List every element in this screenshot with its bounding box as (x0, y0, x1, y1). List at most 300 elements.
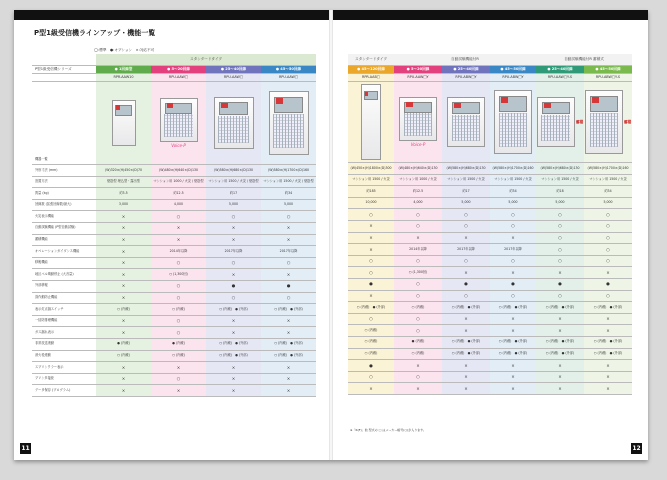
spec-cell: ○ (442, 209, 490, 221)
model-name: RPU-ABW□Y-S (584, 74, 632, 82)
image-row-label: 機器一覧 (32, 82, 96, 165)
spec-row-label: 地区ベル鳴動停止 (大音量) (32, 269, 96, 281)
product-image-cell (261, 82, 316, 165)
spec-cell: ○ (内蔵) ● (外部) (584, 336, 632, 348)
spec-row (348, 278, 632, 290)
spec-row (348, 197, 632, 209)
receiver-panel-image (269, 91, 309, 155)
spec-row (348, 209, 632, 221)
spec-cell: ○ (536, 220, 584, 232)
spec-cell: 2017年以降 (490, 244, 536, 256)
spec-cell: ○ (内蔵) ● (外部) (261, 304, 316, 316)
spec-cell: ● (348, 278, 394, 290)
product-image-cell (394, 82, 442, 163)
spec-row-label: 外形寸法 (mm) (32, 165, 96, 177)
spec-cell: × (584, 360, 632, 372)
footnote: ※「R(F)」他 型式の □ はメーカー略号(○)が入ります。 (350, 428, 427, 432)
spec-cell: 約3.5 (96, 188, 151, 200)
spec-cell: ○ (151, 280, 206, 292)
catalog-spread (14, 10, 648, 460)
model-name: RPR-AAW10 (96, 74, 151, 82)
spec-cell: × (536, 360, 584, 372)
spec-cell: ○ (394, 313, 442, 325)
spec-row (348, 302, 632, 314)
spec-cell: ○ (442, 290, 490, 302)
product-image-cell (442, 82, 490, 163)
product-image-cell (490, 82, 536, 163)
spec-cell: 5,000 (206, 199, 261, 211)
spec-cell: × (206, 234, 261, 246)
spec-cell: × (151, 385, 206, 397)
spec-cell: ○ (内蔵) ● (外部) (490, 348, 536, 360)
product-image-cell (96, 82, 151, 165)
spec-cell: 約34 (490, 186, 536, 198)
spec-cell: ○ (394, 278, 442, 290)
spec-cell: 約18 (536, 186, 584, 198)
spec-row-label: 一括防排煙機能 (32, 315, 96, 327)
spec-cell: × (206, 373, 261, 385)
spec-cell: × (442, 383, 490, 395)
spec-cell: × (96, 211, 151, 223)
spec-cell: × (206, 327, 261, 339)
spec-cell: × (96, 222, 151, 234)
model-label-blank (32, 74, 96, 82)
accumulate-badge: 蓄積 (575, 120, 584, 124)
spec-cell: 2014年以降 (394, 244, 442, 256)
page-number-right: 12 (632, 445, 641, 452)
spec-cell: ○ (261, 292, 316, 304)
spec-cell: 5,000 (536, 197, 584, 209)
spec-row-label: スプリンクラー表示 (32, 362, 96, 374)
spec-cell: × (96, 257, 151, 269)
spec-row (32, 362, 316, 374)
receiver-panel-image (399, 97, 437, 141)
spec-cell: ○ (内蔵) (151, 350, 206, 362)
model-name: RPU-AAW□Y-S (536, 74, 584, 82)
spec-cell: ○ (内蔵) ● (外部) (536, 348, 584, 360)
spec-row (348, 220, 632, 232)
spec-cell: 5,000 (584, 197, 632, 209)
spec-cell: ● (内蔵) (151, 338, 206, 350)
spec-cell: ○ (442, 220, 490, 232)
spec-cell: ○ (内蔵) (96, 350, 151, 362)
spec-cell: ○ (内蔵) (394, 302, 442, 314)
spec-row-label: 消火栓連動 (32, 350, 96, 362)
page-gutter (329, 10, 333, 460)
spec-cell: × (96, 234, 151, 246)
level-badge: ● 45～50回線 (261, 66, 316, 74)
page-title: P型1級受信機ラインアップ・機能一覧 (34, 29, 156, 37)
spec-cell: (W)480×(H)640×(D)130 (394, 163, 442, 175)
spec-cell: ○ (394, 325, 442, 337)
level-badge: ● 5～20回線 (394, 66, 442, 74)
spec-cell: × (536, 313, 584, 325)
model-name: RPU-ABW□Y (490, 74, 536, 82)
spec-cell: × (536, 267, 584, 279)
spec-cell: ○ (584, 244, 632, 256)
spec-cell: ○ (584, 209, 632, 221)
spec-cell: × (536, 371, 584, 383)
spec-row (32, 315, 316, 327)
spec-cell: × (96, 373, 151, 385)
spec-cell: ○ (内蔵) ● (外部) (536, 302, 584, 314)
spec-cell: ○ (151, 292, 206, 304)
spec-cell: 2014年以降 (151, 246, 206, 258)
spec-cell: ○ (261, 257, 316, 269)
spec-cell: 5,000 (490, 197, 536, 209)
level-badge: ● 1回線型 (96, 66, 151, 74)
spec-row (32, 234, 316, 246)
symbol-legend: ◯:標準 ●:オプション ×:対応不可 (94, 48, 155, 52)
product-image-cell (348, 82, 394, 163)
spec-cell: × (206, 269, 261, 281)
spec-row-label: 火災表示機能 (32, 211, 96, 223)
voice-p-logo: Voice-P (410, 142, 426, 148)
spec-cell: × (490, 267, 536, 279)
receiver-cabinet-image (361, 84, 381, 160)
spec-cell: × (96, 362, 151, 374)
spec-row (348, 348, 632, 360)
group-header-blank (32, 54, 96, 66)
spec-cell: × (206, 222, 261, 234)
spec-cell: × (584, 383, 632, 395)
spec-cell: 2017年以降 (206, 246, 261, 258)
spec-cell: ○ (151, 373, 206, 385)
spec-cell: × (206, 315, 261, 327)
spec-cell: (W)580×(H)680×(D)130 (536, 163, 584, 175)
spec-row (348, 290, 632, 302)
spec-cell: ○ (内蔵) ● (外部) (261, 338, 316, 350)
spec-cell: マンション用 1500 / 火災 (490, 174, 536, 186)
model-name: RPU-AAW□ (261, 74, 316, 82)
spec-cell: (W)320×(H)450×(D)70 (96, 165, 151, 177)
spec-cell: 3,000 (96, 199, 151, 211)
spec-cell: × (442, 325, 490, 337)
model-name: RPU-AAW□Y (394, 74, 442, 82)
spec-cell: 約12.5 (151, 188, 206, 200)
level-badge: ● 25～40回線 (206, 66, 261, 74)
model-name: RPU-AAW□ (151, 74, 206, 82)
spec-cell: ○ (394, 371, 442, 383)
spec-cell: ○ (内蔵) (96, 304, 151, 316)
spec-cell: × (536, 383, 584, 395)
spec-cell: ● (490, 278, 536, 290)
spec-cell: 約34 (584, 186, 632, 198)
spec-cell: ○ (394, 220, 442, 232)
spec-cell: ○ (内蔵) ● (外部) (490, 302, 536, 314)
spec-cell: × (151, 222, 206, 234)
spec-cell: × (584, 371, 632, 383)
model-name: RPR-AAB□ (348, 74, 394, 82)
spec-cell: × (206, 385, 261, 397)
spec-cell: 約185 (348, 186, 394, 198)
product-image-cell (536, 82, 584, 163)
receiver-panel-image (112, 100, 136, 146)
spec-cell: ○ (内蔵) ● (外部) (584, 348, 632, 360)
spec-cell: × (442, 371, 490, 383)
spec-row-label: 設置方法 (32, 176, 96, 188)
spec-cell: × (536, 325, 584, 337)
spec-cell: ○ (内蔵) ● (外部) (206, 338, 261, 350)
spec-cell: × (442, 232, 490, 244)
spec-row (32, 385, 316, 397)
spec-row-label: 移報機能 (32, 257, 96, 269)
spec-cell: × (442, 267, 490, 279)
series-label: P型1級受信機シリーズ (32, 66, 96, 74)
spec-cell: ● (内蔵) (394, 336, 442, 348)
spec-row (32, 350, 316, 362)
spec-cell: × (490, 383, 536, 395)
spec-cell: × (584, 267, 632, 279)
spec-row (32, 188, 316, 200)
spec-row-label: データ保存 (プログラム) (32, 385, 96, 397)
spec-cell: ○ (584, 232, 632, 244)
spec-cell: マンション用 1500 / 火災 (348, 174, 394, 186)
spec-cell: × (442, 360, 490, 372)
spec-cell: × (261, 373, 316, 385)
spec-cell: ○ (内蔵) ● (外部) (206, 350, 261, 362)
spec-cell: × (96, 315, 151, 327)
model-name: RPU-ABW□Y (442, 74, 490, 82)
spec-row (348, 371, 632, 383)
spec-cell: ○ (内蔵) ● (外部) (206, 304, 261, 316)
voice-p-logo: Voice-P (171, 143, 186, 149)
spec-row (348, 383, 632, 395)
spec-cell: 5,000 (261, 199, 316, 211)
receiver-panel-image (494, 90, 532, 154)
spec-cell: × (261, 327, 316, 339)
spec-cell: × (490, 232, 536, 244)
spec-cell: × (348, 244, 394, 256)
spec-cell: ○ (内蔵) ● (外部) (348, 302, 394, 314)
spec-cell: × (261, 234, 316, 246)
spec-row (32, 304, 316, 316)
spec-cell: × (206, 362, 261, 374)
spec-cell: マンション用 1500 / 火災 (442, 174, 490, 186)
spec-cell: ● (261, 280, 316, 292)
spec-row (32, 257, 316, 269)
spec-cell: ○ (151, 315, 206, 327)
spec-cell: × (261, 269, 316, 281)
receiver-panel-image (537, 97, 575, 147)
spec-cell: ○ (348, 209, 394, 221)
spec-row (32, 211, 316, 223)
spec-cell: × (394, 383, 442, 395)
spec-cell: ○ (348, 371, 394, 383)
spec-cell: 約17 (442, 186, 490, 198)
spec-cell: × (151, 234, 206, 246)
spec-row-label: ガス漏れ表示 (32, 327, 96, 339)
spec-row (348, 313, 632, 325)
spec-cell: (W)480×(H)640×(D)130 (151, 165, 206, 177)
right-lineup-table (348, 54, 632, 395)
level-badge: ● 45～50回線 (584, 66, 632, 74)
spec-cell: ○ (内蔵) (394, 348, 442, 360)
spec-row (348, 232, 632, 244)
spec-row (32, 292, 316, 304)
spec-row (348, 174, 632, 186)
spec-cell: ○ (206, 211, 261, 223)
spec-cell: ○ (442, 255, 490, 267)
spec-cell: × (348, 220, 394, 232)
spec-cell: ○ (536, 232, 584, 244)
spec-row-label: 自動試験機能 (P型自動試験) (32, 222, 96, 234)
spec-cell: × (584, 313, 632, 325)
spec-row-label: 質量 (kg) (32, 188, 96, 200)
spec-cell: × (442, 313, 490, 325)
spec-cell: マンション用 1500 / 火災 (536, 174, 584, 186)
spec-cell: ○ (490, 255, 536, 267)
spec-cell: × (394, 360, 442, 372)
spec-row (32, 222, 316, 234)
spec-cell: ○ (348, 267, 394, 279)
spec-row (348, 267, 632, 279)
spec-cell: × (96, 327, 151, 339)
spec-cell: × (490, 313, 536, 325)
spec-cell: 4,000 (394, 197, 442, 209)
spec-row (32, 165, 316, 177)
spec-cell: × (490, 371, 536, 383)
spec-cell: ○ (206, 257, 261, 269)
spec-cell: ○ (内蔵) ● (外部) (442, 348, 490, 360)
spec-cell: 5,000 (442, 197, 490, 209)
spec-row-label: オペレーションガイダンス機能 (32, 246, 96, 258)
spec-cell: ● (348, 360, 394, 372)
spec-row (348, 360, 632, 372)
spec-cell: ○ (内蔵) ● (外部) (442, 302, 490, 314)
spec-cell: ● (206, 280, 261, 292)
spec-cell: ○ (490, 209, 536, 221)
spec-row (32, 338, 316, 350)
spec-cell: ○ (206, 292, 261, 304)
spec-row (348, 163, 632, 175)
receiver-panel-image (447, 97, 485, 147)
spec-cell: × (96, 246, 151, 258)
spec-row (348, 186, 632, 198)
left-top-bar (14, 10, 329, 20)
level-badge: ● 45～120回線 (348, 66, 394, 74)
spec-cell: × (261, 315, 316, 327)
spec-cell: × (96, 385, 151, 397)
receiver-panel-image (585, 90, 623, 154)
spec-cell: (W)580×(H)1700×(D)160 (584, 163, 632, 175)
spec-cell: ○ (536, 255, 584, 267)
model-name: RPU-AAW□ (206, 74, 261, 82)
spec-row (32, 280, 316, 292)
spec-cell: ● (584, 278, 632, 290)
receiver-panel-image (214, 97, 254, 149)
spec-cell: 壁掛型 埋込型・露出型 (96, 176, 151, 188)
spec-row (32, 327, 316, 339)
right-top-bar (333, 10, 648, 20)
spec-cell: ○ (536, 209, 584, 221)
spec-cell: ○ (348, 255, 394, 267)
spec-cell: 2017年以降 (442, 244, 490, 256)
spec-cell: 2017年以降 (261, 246, 316, 258)
receiver-panel-image (160, 98, 198, 142)
spec-row (32, 373, 316, 385)
spec-cell: × (490, 360, 536, 372)
spec-cell: ○ (394, 290, 442, 302)
spec-cell: ○ (584, 290, 632, 302)
spec-row (348, 336, 632, 348)
spec-row-label: 誤作動防止機能 (32, 292, 96, 304)
spec-cell: マンション用 1000 / 火災 / 壁掛型 (151, 176, 206, 188)
spec-row (348, 255, 632, 267)
spec-cell: × (348, 232, 394, 244)
spec-cell: ○ (内蔵) (348, 348, 394, 360)
spec-row-label: 表示灯点滅スイッチ (32, 304, 96, 316)
spec-cell: ● (内蔵) (96, 338, 151, 350)
spec-cell: ○ (536, 244, 584, 256)
product-image-cell (206, 82, 261, 165)
spec-cell: ○ (内蔵) ● (外部) (442, 336, 490, 348)
spec-cell: ○ (内蔵) ● (外部) (584, 302, 632, 314)
spec-row (32, 199, 316, 211)
spec-cell: マンション用 1000 / 火災 (394, 174, 442, 186)
spec-cell: マンション用 1500 / 火災 / 壁掛型 (261, 176, 316, 188)
level-badge: ● 25～40回線 (442, 66, 490, 74)
spec-cell: ○ (536, 290, 584, 302)
spec-cell: ○ (490, 220, 536, 232)
spec-cell: ○ (1,300回) (151, 269, 206, 281)
spec-row-label: 外部移報 (32, 280, 96, 292)
group-header-standard: スタンダードタイプ (348, 54, 394, 66)
spec-cell: ○ (内蔵) (348, 336, 394, 348)
accumulate-badge: 蓄積 (623, 120, 632, 124)
spec-cell: ○ (内蔵) ● (外部) (490, 336, 536, 348)
level-badge: ● 25～40回線 (536, 66, 584, 74)
spec-cell: (W)580×(H)680×(D)130 (442, 163, 490, 175)
spec-cell: 約17 (206, 188, 261, 200)
spec-cell: × (151, 362, 206, 374)
spec-cell: 約12.5 (394, 186, 442, 198)
spec-cell: ○ (584, 220, 632, 232)
spec-cell: × (96, 280, 151, 292)
level-badge: ● 5～20回線 (151, 66, 206, 74)
spec-cell: ○ (151, 257, 206, 269)
spec-cell: ● (536, 278, 584, 290)
spec-cell: ○ (348, 313, 394, 325)
spec-cell: マンション用 1500 / 火災 / 壁掛型 (206, 176, 261, 188)
product-image-cell (584, 82, 632, 163)
spec-cell: ● (442, 278, 490, 290)
spec-row (348, 244, 632, 256)
page-number-left: 11 (21, 445, 30, 452)
spec-row (32, 269, 316, 281)
spec-cell: 4,000 (151, 199, 206, 211)
group-header-auto-test: 自動試験機能付R (394, 54, 536, 66)
product-image-cell (151, 82, 206, 165)
spec-cell: 10,000 (348, 197, 394, 209)
spec-cell: × (96, 269, 151, 281)
spec-cell: ○ (内蔵) ● (外部) (261, 350, 316, 362)
spec-cell: ○ (394, 255, 442, 267)
spec-row-label: 蓄積機能 (32, 234, 96, 246)
spec-cell: ○ (151, 211, 206, 223)
spec-cell: (W)580×(H)1700×(D)160 (261, 165, 316, 177)
spec-row-label: プリンタ接続 (32, 373, 96, 385)
spec-cell: (W)580×(H)680×(D)130 (206, 165, 261, 177)
spec-cell: × (261, 222, 316, 234)
spec-cell: × (261, 385, 316, 397)
spec-cell: × (261, 362, 316, 374)
group-header-standard: スタンダードタイプ (96, 54, 316, 66)
spec-cell: ○ (内蔵) (348, 325, 394, 337)
spec-cell: 約34 (261, 188, 316, 200)
spec-cell: ○ (内蔵) (151, 304, 206, 316)
spec-cell: × (96, 292, 151, 304)
